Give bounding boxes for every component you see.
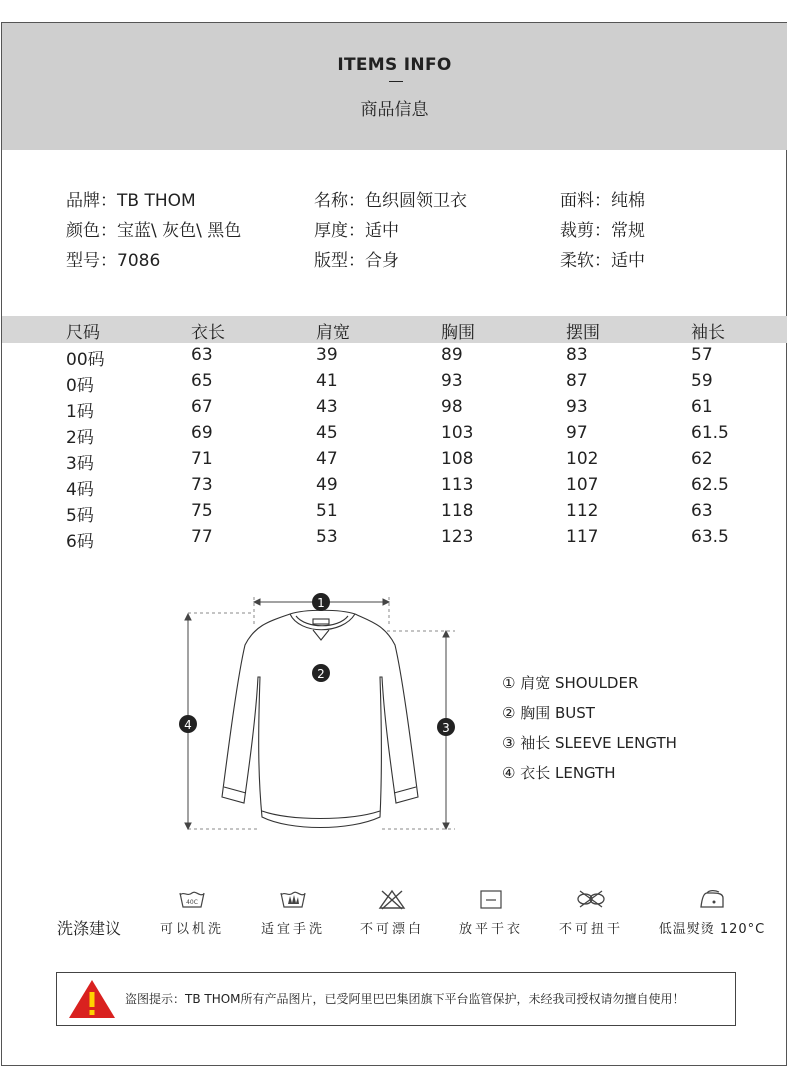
table-cell: 39 (316, 345, 338, 365)
table-row (66, 473, 786, 499)
info-color: 颜色：宝蓝\ 灰色\ 黑色 (66, 221, 242, 241)
sweatshirt-outline (222, 610, 418, 827)
care-text: 低温熨烫 120°C (658, 922, 766, 937)
sweatshirt-diagram (170, 585, 470, 835)
table-cell: 113 (441, 475, 474, 495)
title-cn: 商品信息 (360, 100, 429, 120)
info-fit: 版型：合身 (314, 251, 399, 271)
care-text: 不可扭干 (558, 922, 623, 937)
table-row (66, 499, 786, 525)
column-header: 胸围 (441, 323, 475, 343)
dry-flat-icon (476, 888, 506, 910)
table-row (66, 447, 786, 473)
table-cell: 45 (316, 423, 338, 443)
column-header: 肩宽 (316, 323, 350, 343)
table-cell: 73 (191, 475, 213, 495)
care-instructions (0, 888, 790, 948)
legend-sleeve: ③ 袖长 SLEEVE LENGTH (502, 734, 677, 752)
no-bleach-icon (377, 888, 407, 910)
table-cell: 67 (191, 397, 213, 417)
no-wring-icon (574, 888, 608, 910)
table-cell: 47 (316, 449, 338, 469)
table-cell: 00码 (66, 350, 105, 370)
column-header: 尺码 (66, 323, 100, 343)
table-row (66, 395, 786, 421)
care-item-machine-wash (147, 888, 237, 937)
column-header: 衣长 (191, 323, 225, 343)
care-item-dry-flat (446, 888, 536, 937)
care-item-no-wring (546, 888, 636, 937)
table-cell: 103 (441, 423, 474, 443)
care-text: 不可漂白 (359, 922, 424, 937)
table-cell: 61.5 (691, 423, 729, 443)
table-cell: 83 (566, 345, 588, 365)
marker-2-label: 2 (317, 667, 325, 681)
table-cell: 59 (691, 371, 713, 391)
care-text: 适宜手洗 (260, 922, 325, 937)
table-cell: 102 (566, 449, 599, 469)
info-softness: 柔软：适中 (560, 251, 645, 271)
table-cell: 118 (441, 501, 474, 521)
table-cell: 2码 (66, 428, 94, 448)
info-model: 型号：7086 (66, 251, 161, 271)
table-cell: 107 (566, 475, 599, 495)
info-name: 名称：色织圆领卫衣 (314, 191, 467, 211)
table-cell: 97 (566, 423, 588, 443)
copyright-notice (56, 972, 736, 1026)
table-row (66, 369, 786, 395)
legend-shoulder: ① 肩宽 SHOULDER (502, 674, 639, 692)
table-cell: 41 (316, 371, 338, 391)
table-row (66, 343, 786, 369)
table-cell: 61 (691, 397, 713, 417)
table-cell: 112 (566, 501, 599, 521)
hand-wash-icon (278, 888, 308, 910)
table-cell: 6码 (66, 532, 94, 552)
wash-temp-label: 40C (186, 899, 198, 906)
table-cell: 62 (691, 449, 713, 469)
size-table-header (66, 316, 786, 342)
table-cell: 123 (441, 527, 474, 547)
table-cell: 62.5 (691, 475, 729, 495)
info-brand: 品牌：TB THOM (66, 191, 196, 211)
table-cell: 89 (441, 345, 463, 365)
table-cell: 71 (191, 449, 213, 469)
table-cell: 1码 (66, 402, 94, 422)
warning-icon (67, 978, 117, 1020)
care-item-low-iron (657, 888, 767, 937)
table-cell: 87 (566, 371, 588, 391)
column-header: 摆围 (566, 323, 600, 343)
care-text: 可以机洗 (159, 922, 224, 937)
marker-1-label: 1 (317, 596, 325, 610)
table-cell: 0码 (66, 376, 94, 396)
machine-wash-icon (177, 888, 207, 910)
table-cell: 43 (316, 397, 338, 417)
measurement-legend (502, 672, 677, 792)
table-cell: 77 (191, 527, 213, 547)
column-header: 袖长 (691, 323, 725, 343)
low-iron-icon (697, 888, 727, 910)
title-divider (389, 81, 403, 82)
table-cell: 63.5 (691, 527, 729, 547)
items-info-header (2, 23, 787, 150)
table-cell: 69 (191, 423, 213, 443)
table-row (66, 525, 786, 551)
marker-3-label: 3 (442, 721, 450, 735)
table-cell: 3码 (66, 454, 94, 474)
info-fabric: 面料：纯棉 (560, 191, 645, 211)
notice-text: 盗图提示：TB THOM所有产品图片，已受阿里巴巴集团旗下平台监管保护，未经我司授权请勿擅自使用！ (125, 992, 685, 1006)
legend-bust: ② 胸围 BUST (502, 704, 595, 722)
table-cell: 63 (191, 345, 213, 365)
legend-length: ④ 衣长 LENGTH (502, 764, 616, 782)
table-cell: 98 (441, 397, 463, 417)
title-en: ITEMS INFO (337, 55, 452, 75)
info-thickness: 厚度：适中 (314, 221, 399, 241)
marker-4-label: 4 (184, 718, 192, 732)
table-cell: 4码 (66, 480, 94, 500)
table-cell: 53 (316, 527, 338, 547)
table-row (66, 421, 786, 447)
table-cell: 93 (441, 371, 463, 391)
table-cell: 5码 (66, 506, 94, 526)
care-text: 放平干衣 (458, 922, 523, 937)
table-cell: 63 (691, 501, 713, 521)
care-item-hand-wash (248, 888, 338, 937)
table-cell: 65 (191, 371, 213, 391)
table-cell: 57 (691, 345, 713, 365)
care-item-no-bleach (347, 888, 437, 937)
info-cut: 裁剪：常规 (560, 221, 645, 241)
table-cell: 51 (316, 501, 338, 521)
table-cell: 117 (566, 527, 599, 547)
table-cell: 75 (191, 501, 213, 521)
table-cell: 93 (566, 397, 588, 417)
table-cell: 108 (441, 449, 474, 469)
care-label: 洗涤建议 (57, 919, 122, 938)
table-cell: 49 (316, 475, 338, 495)
